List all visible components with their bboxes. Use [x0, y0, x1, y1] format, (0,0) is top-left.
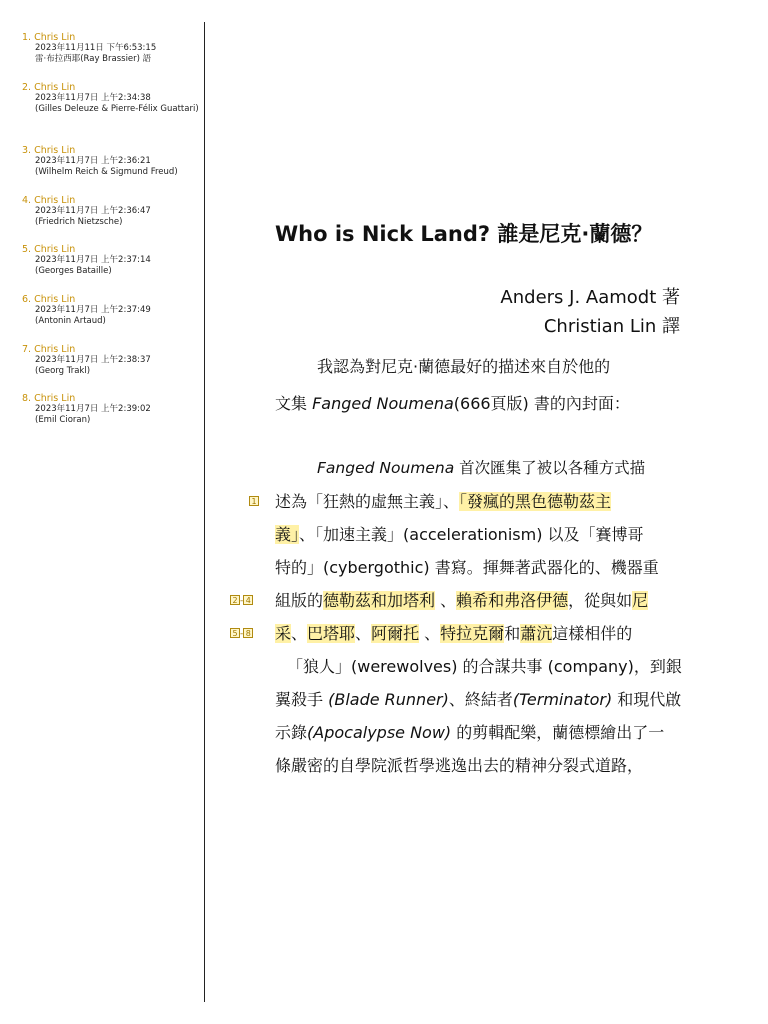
comment-author: 4. Chris Lin	[22, 195, 76, 206]
comment-date: 2023年11月7日 上午2:39:02	[35, 404, 151, 414]
comment-date: 2023年11月11日 下午6:53:15	[35, 43, 157, 53]
highlight-4-cont[interactable]: 采	[275, 624, 292, 643]
intro-line-2: 文集 Fanged Noumena(666頁版) 書的內封面：	[275, 394, 630, 413]
comment-date: 2023年11月7日 上午2:34:38	[35, 93, 151, 103]
comment-text: (Wilhelm Reich & Sigmund Freud)	[35, 167, 178, 177]
comment-text: (Antonin Artaud)	[35, 316, 106, 326]
comment-author: 5. Chris Lin	[22, 244, 76, 255]
para-line-6: 采、巴塔耶、阿爾托 、特拉克爾和蕭沆這樣相伴的	[275, 624, 633, 643]
document-page	[205, 0, 768, 1024]
para-line-10: 條嚴密的自學院派哲學逃逸出去的精神分裂式道路，	[275, 756, 644, 775]
document-title: Who is Nick Land? 誰是尼克·蘭德？	[275, 222, 653, 246]
comment-entry[interactable]	[22, 244, 200, 277]
para-line-8: 翼殺手 (Blade Runner)、終結者(Terminator) 和現代啟	[275, 690, 682, 709]
comment-text: (Friedrich Nietzsche)	[35, 217, 123, 227]
para-line-1: Fanged Noumena 首次匯集了被以各種方式描	[317, 459, 646, 477]
comment-text: (Emil Cioran)	[35, 415, 91, 425]
comment-marker-1[interactable]: 1	[249, 496, 259, 507]
comment-author: 2. Chris Lin	[22, 82, 76, 93]
comment-entry[interactable]	[22, 145, 200, 178]
comment-date: 2023年11月7日 上午2:37:14	[35, 255, 151, 265]
highlight-3[interactable]: 賴希和弗洛伊德	[456, 591, 569, 610]
para-line-2: 述為「狂熱的虛無主義」、「發瘋的黑色德勒茲主	[275, 492, 612, 511]
para-line-9: 示錄(Apocalypse Now) 的剪輯配樂，蘭德標繪出了一	[275, 723, 665, 742]
author-line: Anders J. Aamodt 著	[500, 287, 680, 308]
highlight-2[interactable]: 德勒茲和加塔利	[323, 591, 436, 610]
para-line-4: 特的」(cybergothic) 書寫。揮舞著武器化的、機器重	[275, 558, 659, 577]
comment-entry[interactable]	[22, 32, 200, 65]
highlight-8[interactable]: 蕭沆	[520, 624, 553, 643]
translator-line: Christian Lin 譯	[543, 316, 680, 337]
comment-marker-2-4[interactable]: 2 - 4	[230, 595, 253, 606]
highlight-7[interactable]: 特拉克爾	[440, 624, 505, 643]
highlight-6[interactable]: 阿爾托	[371, 624, 420, 643]
comment-author: 1. Chris Lin	[22, 32, 76, 43]
comment-author: 8. Chris Lin	[22, 393, 76, 404]
highlight-4[interactable]: 尼	[632, 591, 649, 610]
comment-text: 雷·布拉西耶(Ray Brassier) 語	[35, 54, 152, 64]
comment-entry[interactable]	[22, 393, 200, 426]
comment-entry[interactable]	[22, 294, 200, 327]
comment-date: 2023年11月7日 上午2:36:47	[35, 206, 151, 216]
comment-date: 2023年11月7日 上午2:36:21	[35, 156, 151, 166]
comment-entry[interactable]	[22, 344, 200, 377]
para-line-5: 組版的德勒茲和加塔利 、賴希和弗洛伊德，從與如尼	[275, 591, 649, 610]
comment-entry[interactable]	[22, 195, 200, 228]
para-line-7: 「狼人」(werewolves) 的合謀共事 (company)，到銀	[287, 657, 682, 676]
comment-entry[interactable]	[22, 82, 200, 115]
comment-author: 7. Chris Lin	[22, 344, 76, 355]
comment-text: (Georg Trakl)	[35, 366, 91, 376]
comment-date: 2023年11月7日 上午2:37:49	[35, 305, 151, 315]
para-line-3: 義」、「加速主義」(accelerationism) 以及「賽博哥	[275, 525, 644, 544]
comment-author: 3. Chris Lin	[22, 145, 76, 156]
comment-marker-5-8[interactable]: 5 - 8	[230, 628, 253, 639]
comment-text: (Georges Bataille)	[35, 266, 112, 276]
highlight-1[interactable]: 「發瘋的黑色德勒茲主	[459, 492, 612, 511]
comment-author: 6. Chris Lin	[22, 294, 76, 305]
highlight-1-cont[interactable]: 義」	[275, 525, 300, 544]
comments-sidebar	[0, 0, 204, 1024]
highlight-5[interactable]: 巴塔耶	[307, 624, 356, 643]
comment-text: (Gilles Deleuze & Pierre-Félix Guattari)	[35, 104, 199, 114]
comment-date: 2023年11月7日 上午2:38:37	[35, 355, 151, 365]
intro-line-1: 我認為對尼克·蘭德最好的描述來自於他的	[317, 357, 611, 376]
